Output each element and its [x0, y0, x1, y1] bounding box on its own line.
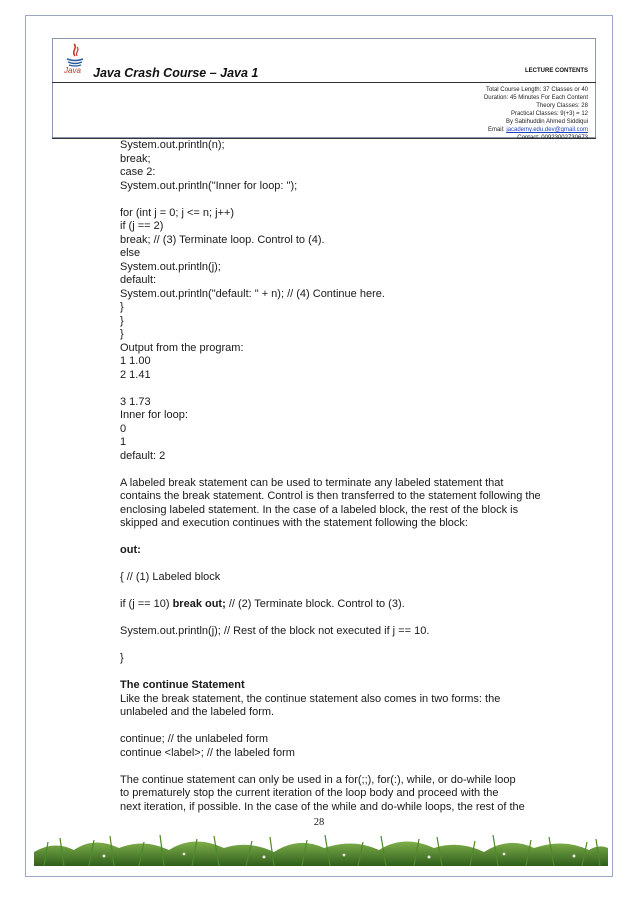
- section-label: LECTURE CONTENTS: [525, 68, 588, 74]
- body-line: to prematurely stop the current iteration of the loop body and proceed with the: [120, 787, 499, 799]
- code-line: 2 1.41: [120, 368, 151, 381]
- code-line: else: [120, 247, 141, 259]
- meta-line: Total Course Length: 37 Classes or 40: [485, 87, 588, 93]
- output-line: default: 2: [120, 449, 166, 462]
- grass-footer-decoration: [34, 830, 608, 866]
- code-line: case 2:: [120, 166, 156, 178]
- output-line: 0: [120, 422, 127, 435]
- code-line: continue <label>; // the labeled form: [120, 746, 295, 759]
- code-line: System.out.println("Inner for loop: ");: [120, 179, 298, 192]
- body-line: The continue statement can only be used in a for(;;), for(:), while, or do-while loop: [120, 773, 516, 786]
- output-line: Inner for loop:: [120, 409, 188, 421]
- header-divider: [52, 82, 596, 83]
- code-line: }: [120, 314, 124, 327]
- email-line: Email: jacademy.edu.dev@gmail.com: [487, 127, 588, 133]
- meta-line: Theory Classes: 28: [536, 103, 588, 109]
- email-link[interactable]: jacademy.edu.dev@gmail.com: [506, 127, 588, 133]
- contact-line: Contact: 00923002730673: [517, 135, 588, 141]
- code-line: for (int j = 0; j <= n; j++): [120, 206, 235, 219]
- code-line: default:: [120, 274, 157, 286]
- code-line: System.out.println(j);: [120, 260, 221, 273]
- body-line: unlabeled and the labeled form.: [120, 706, 275, 718]
- code-line: }: [120, 328, 124, 340]
- output-line: 3 1.73: [120, 395, 151, 408]
- code-line: 1 1.00: [120, 355, 151, 367]
- course-title: Java Crash Course – Java 1: [93, 66, 259, 80]
- code-line: { // (1) Labeled block: [120, 571, 221, 583]
- code-line: if (j == 2): [120, 220, 164, 232]
- meta-line: By Sabihuddin Ahmed Siddiqui: [505, 119, 588, 125]
- code-line: if (j == 10) break out; // (2) Terminate block. Control to (3).: [120, 598, 405, 610]
- code-line: }: [120, 301, 124, 313]
- output-line: 1: [120, 436, 127, 448]
- code-line: break;: [120, 152, 151, 165]
- section-heading: The continue Statement: [120, 679, 245, 691]
- logo-label: Java: [64, 66, 81, 75]
- code-line: continue; // the unlabeled form: [120, 733, 268, 745]
- code-line: Output from the program:: [120, 341, 244, 354]
- code-line: System.out.println("default: " + n); // (4) Continue here.: [120, 287, 385, 300]
- code-line: System.out.println(n);: [120, 139, 225, 151]
- page-number: 28: [313, 817, 325, 828]
- body-line: Like the break statement, the continue statement also comes in two forms: the: [120, 692, 501, 705]
- code-line: System.out.println(j); // Rest of the block not executed if j == 10.: [120, 625, 430, 637]
- meta-line: Duration: 45 Minutes For Each Content: [483, 95, 588, 101]
- break-out-keyword: break out;: [172, 598, 226, 610]
- page-content: [120, 139, 590, 814]
- meta-line: Practical Classes: 9(+3) = 12: [510, 111, 588, 117]
- code-line: break; // (3) Terminate loop. Control to (4).: [120, 233, 325, 246]
- label-out: out:: [120, 544, 141, 556]
- code-line: }: [120, 652, 124, 664]
- labeled-break-paragraph: A labeled break statement can be used to terminate any labeled statement that contains the break statement. Control is then transferred to the statement following the enclosing labeled statement. In the case of a labeled block, the rest of the block is skipped and execution continues with the statement following the block:: [120, 476, 541, 529]
- course-meta: [484, 86, 588, 142]
- body-line: next iteration, if possible. In the case of the while and do-while loops, the rest of the: [120, 800, 525, 813]
